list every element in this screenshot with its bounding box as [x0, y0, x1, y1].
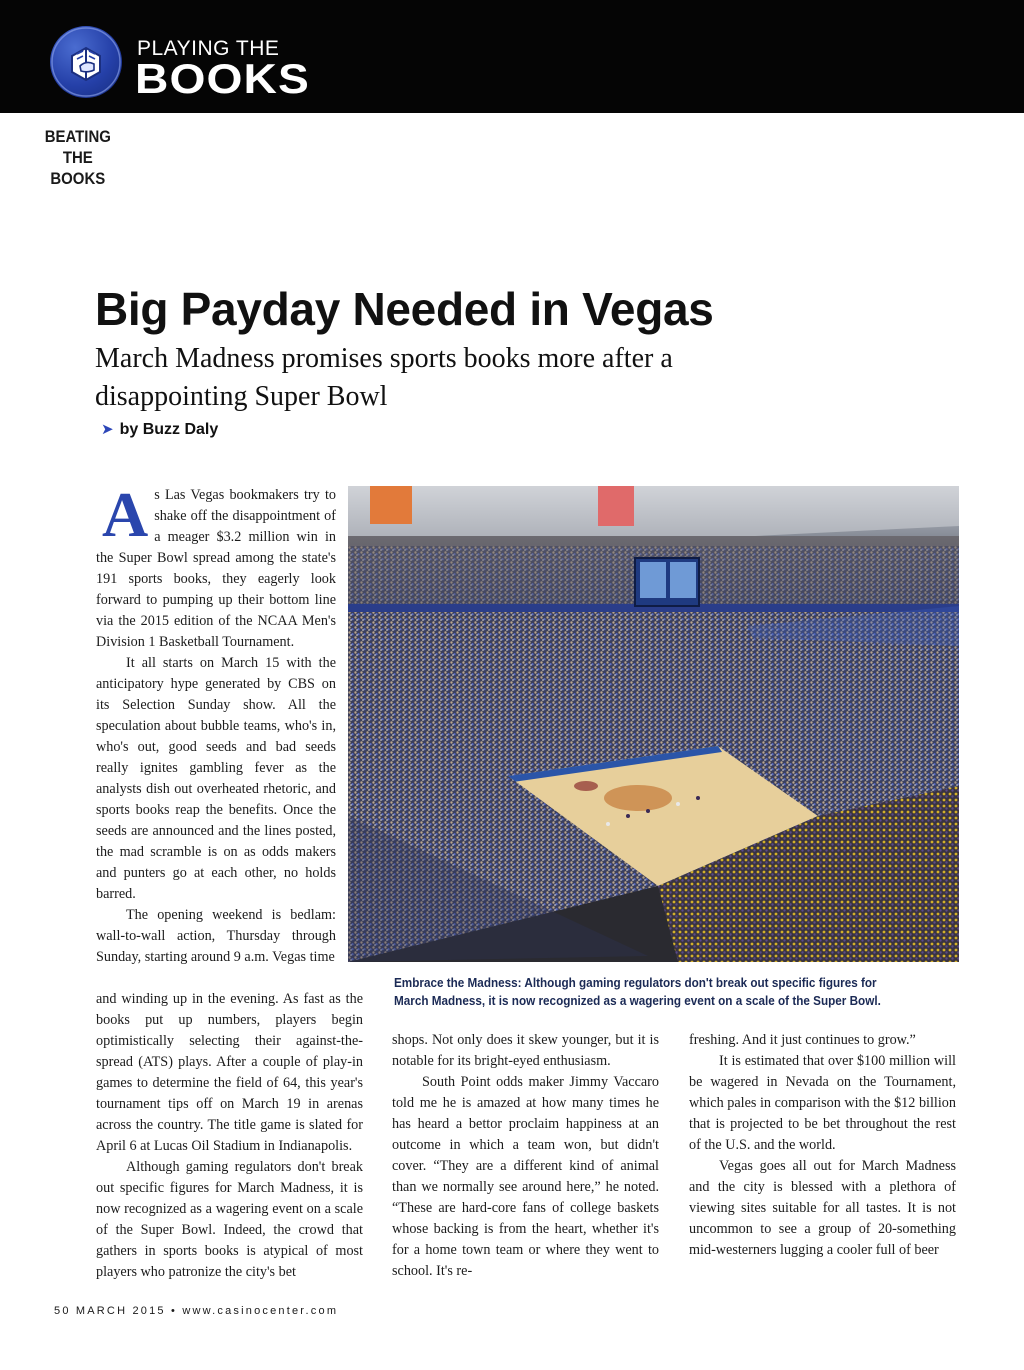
paragraph-vaccaro: South Point odds maker Jimmy Vaccaro told me he is amazed at how many times he has heard a bettor proclaim happiness at an outcome in which a team won, but didn't cover. “They are a different kind of animal than we normally see around here,” he noted. “These are hard-core fans of college baskets whose backing is from the heart, whether it's for a home town team or where they went to school. It's re- [392, 1074, 659, 1279]
paragraph-selection-sunday: It all starts on March 15 with the anticipatory hype generated by CBS on its Selection Sunday show. All the speculation about bubble teams, who's in, who's out, good seeds and bad seeds really ignites gambling fever as the analysts dish out overheated rhetoric, and sports books reap the benefits. Once the seeds are announced and the lines posted, the mad scramble is on as odds makers and punters go at each other, no holds barred. [96, 655, 336, 902]
byline-arrow-icon: ➤ [101, 421, 114, 438]
caption-line-2: March Madness, it is now recognized as a wagering event on a scale of the Super Bowl. [394, 994, 881, 1008]
paragraph-regulators: Although gaming regulators don't break out specific figures for March Madness, it is now recognized as a wagering event on a scale of the Super Bowl. Indeed, the crowd that gathers in sports books is atypical of most players who patronize the city's bet [96, 1159, 363, 1280]
masthead-title: BOOKS [135, 55, 310, 102]
byline [101, 420, 218, 440]
article-column-1-lower [96, 989, 363, 1283]
dropcap: A [102, 479, 149, 550]
masthead-top-line: PLAYING THE [137, 37, 280, 60]
paragraph-refreshing: freshing. And it just continues to grow.” [689, 1032, 916, 1048]
article-subhead: March Madness promises sports books more after a disappointing Super Bowl [95, 343, 673, 412]
article-headline: Big Payday Needed in Vegas [95, 283, 714, 335]
paragraph-intro [96, 479, 336, 653]
paragraph-shops: shops. Not only does it skew younger, but it is notable for its bright-eyed enthusiasm. [392, 1032, 659, 1069]
article-column-1-upper [96, 479, 336, 968]
article-column-3 [689, 1030, 956, 1261]
paragraph-estimate: It is estimated that over $100 million will be wagered in Nevada on the Tournament, which pales in comparison with the $12 billion that is projected to be bet throughout the rest of the U.S. and the world. [689, 1053, 956, 1153]
article-column-2 [392, 1030, 659, 1282]
page-footer: 50 MARCH 2015 • www.casinocenter.com [54, 1305, 339, 1317]
paragraph-opening-weekend-cont: and winding up in the evening. As fast as the books put up numbers, players begin optimistically selecting their against-the-spread (ATS) plays. After a couple of play-in games to determine the field of 64, this year's tournament tips off on March 19 in arenas across the country. The title game is slated for April 6 at Lucas Oil Stadium in Indianapolis. [96, 991, 363, 1154]
paragraph-opening-weekend: The opening weekend is bedlam: wall-to-wall action, Thursday through Sunday, starting around 9 a.m. Vegas time [96, 907, 336, 965]
byline-text: by Buzz Daly [119, 421, 219, 438]
caption-line-1: Embrace the Madness: Although gaming regulators don't break out specific figures for [394, 976, 877, 990]
paragraph-vegas: Vegas goes all out for March Madness and the city is blessed with a plethora of viewing sites suitable for all tastes. It is not uncommon to see a group of 20-something mid-westerners lugging a cooler full of beer [689, 1158, 956, 1258]
arena-photo [348, 486, 959, 962]
photo-caption [394, 974, 915, 1010]
section-label: BEATING THE BOOKS [44, 127, 111, 188]
book-hand-icon [50, 26, 122, 98]
masthead [0, 0, 1024, 113]
paragraph-intro-text: s Las Vegas bookmakers try to shake off the disappointment of a meager $3.2 million win in the Super Bowl spread among the state's 191 sports books, they eagerly look forward to pumping up their bottom line via the 2015 edition of the NCAA Men's Division 1 Basketball Tournament. [96, 487, 336, 650]
